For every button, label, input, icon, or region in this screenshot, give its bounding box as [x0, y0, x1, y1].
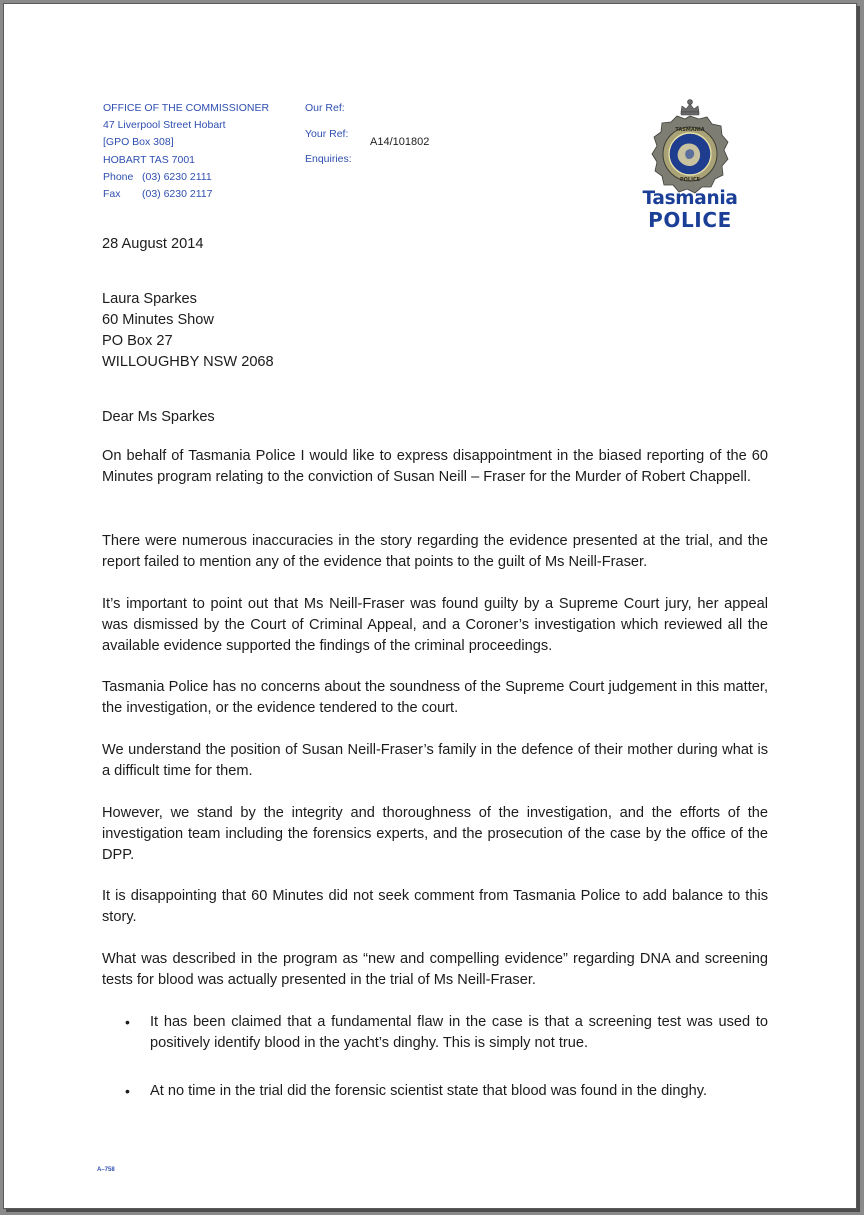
- form-code: A–758: [97, 1167, 115, 1173]
- phone-row: [103, 169, 269, 186]
- city-postcode: HOBART TAS 7001: [103, 153, 196, 166]
- reference-labels: [305, 100, 352, 177]
- office-title: OFFICE OF THE COMMISSIONER: [103, 102, 270, 114]
- po-box: [GPO Box 308]: [103, 136, 174, 149]
- bullet-icon: •: [125, 1083, 130, 1099]
- phone-number: (03) 6230 2111: [142, 170, 212, 183]
- police-crest-icon: [648, 98, 732, 194]
- paragraph-7: It is disappointing that 60 Minutes did not seek comment from Tasmania Police to add balance to this story.: [102, 888, 768, 925]
- svg-text:TASMANIA: TASMANIA: [675, 127, 705, 133]
- bullet-text-1: It has been claimed that a fundamental flaw in the case is that a screening test was used to positively identify blood in the yacht’s dinghy. This is simply not true.: [150, 1014, 768, 1051]
- our-ref-label: Our Ref:: [305, 102, 345, 114]
- recipient-address: [102, 289, 768, 373]
- your-ref-value: A14/101802: [370, 136, 430, 148]
- brand-police: POLICE: [648, 207, 732, 232]
- enquiries-label: Enquiries:: [305, 153, 352, 165]
- letter-page: [3, 3, 857, 1209]
- tasmania-police-wordmark: [634, 190, 746, 230]
- paragraph-8: What was described in the program as “new and compelling evidence” regarding DNA and screening tests for blood was actually presented in the trial of Ms Neill-Fraser.: [102, 951, 768, 988]
- paragraph-1: On behalf of Tasmania Police I would like to express disappointment in the biased reporting of the 60 Minutes program relating to the conviction of Susan Neill – Fraser for the Murder of Robert Chappell.: [102, 448, 768, 485]
- street-address: 47 Liverpool Street Hobart: [103, 119, 226, 132]
- recipient-organisation: 60 Minutes Show: [102, 312, 214, 328]
- fax-row: [103, 186, 269, 203]
- paragraph-5: We understand the position of Susan Neill-Fraser’s family in the defence of their mother during what is a difficult time for them.: [102, 742, 768, 779]
- letterhead-address: [103, 100, 269, 203]
- bullet-text-2: At no time in the trial did the forensic scientist state that blood was found in the dinghy.: [150, 1083, 708, 1099]
- brand-tasmania: Tasmania: [642, 188, 738, 209]
- recipient-locality: WILLOUGHBY NSW 2068: [102, 354, 274, 370]
- fax-label: Fax: [103, 188, 121, 201]
- bullet-item-2: [125, 1081, 768, 1102]
- fax-number: (03) 6230 2117: [142, 188, 213, 201]
- paragraph-4: Tasmania Police has no concerns about the soundness of the Supreme Court judgement in this matter, the investigation, or the evidence tendered to the court.: [102, 679, 768, 716]
- svg-text:POLICE: POLICE: [679, 177, 701, 183]
- recipient-po-box: PO Box 27: [102, 333, 173, 349]
- bullet-icon: •: [125, 1014, 130, 1030]
- paragraph-3: It’s important to point out that Ms Neill-Fraser was found guilty by a Supreme Court jury, her appeal was dismissed by the Court of Criminal Appeal, and a Coroner’s investigation which reviewed all the available evidence supported the findings of the criminal proceedings.: [102, 596, 768, 654]
- recipient-name: Laura Sparkes: [102, 291, 197, 307]
- paragraph-2: There were numerous inaccuracies in the story regarding the evidence presented at the trial, and the report failed to mention any of the evidence that points to the guilt of Ms Neill-Fraser.: [102, 533, 768, 570]
- salutation: Dear Ms Sparkes: [102, 409, 215, 425]
- your-ref-label: Your Ref:: [305, 127, 349, 140]
- bullet-item-1: [125, 1012, 768, 1054]
- paragraph-6: However, we stand by the integrity and thoroughness of the investigation, and the efforts of the investigation team including the forensics experts, and the prosecution of the case by the office of the DPP.: [102, 805, 768, 863]
- letter-date: 28 August 2014: [102, 236, 204, 252]
- phone-label: Phone: [103, 170, 134, 183]
